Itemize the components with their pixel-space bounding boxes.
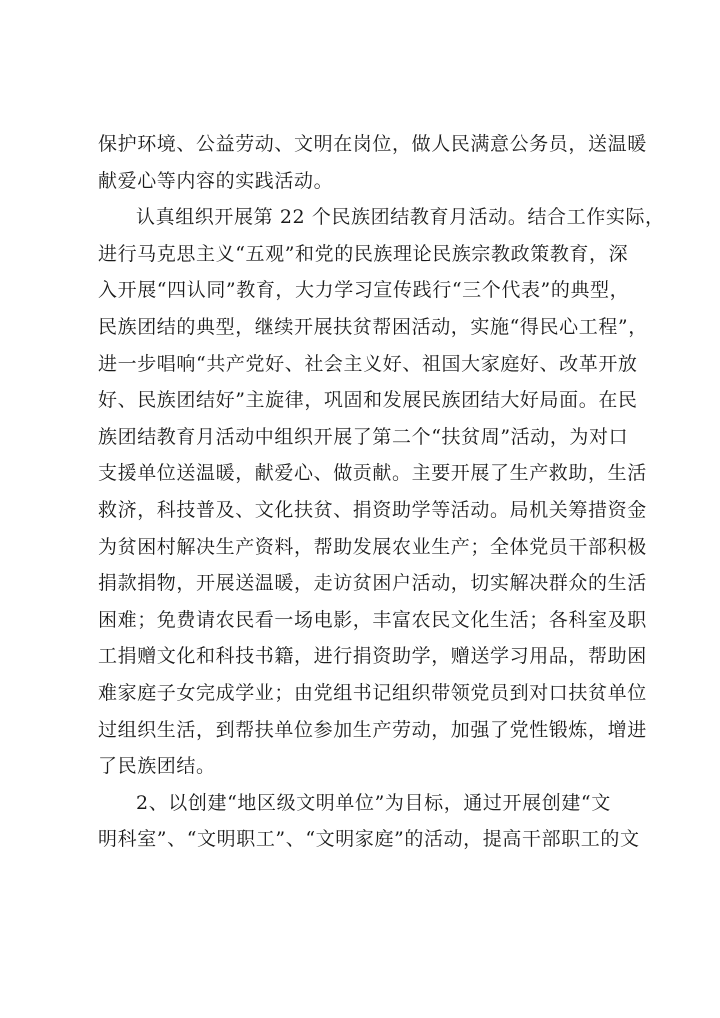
text-line: 明科室”、“文明职工”、“文明家庭”的活动，提高干部职工的文 [98,828,640,851]
text-line: 为贫困村解决生产资料，帮助发展农业生产；全体党员干部积极 [98,535,647,558]
text-line: 进一步唱响“共产党好、社会主义好、祖国大家庭好、改革开放 [98,352,638,375]
text-line: 族团结教育月活动中组织开展了第二个“扶贫周”活动，为对口 [98,425,629,448]
text-line: 保护环境、公益劳动、文明在岗位，做人民满意公务员，送温暖 [98,133,647,155]
text-line: 入开展“四认同”教育，大力学习宣传践行“三个代表”的典型， [98,279,630,302]
text-line: 工捐赠文化和科技书籍，进行捐资助学，赠送学习用品，帮助困 [98,645,647,668]
text-line: 支援单位送温暖，献爱心、做贡献。主要开展了生产救助，生活 [98,462,647,485]
text-line: 救济，科技普及、文化扶贫、捐资助学等活动。局机关筹措资金 [98,498,647,521]
paragraph-start-line: 认真组织开展第 22 个民族团结教育月活动。结合工作实际， [136,206,665,229]
text-line: 困难；免费请农民看一场电影，丰富农民文化生活；各科室及职 [98,608,647,631]
text-line: 难家庭子女完成学业；由党组书记组织带领党员到对口扶贫单位 [98,681,647,704]
paragraph-start-line: 2、以创建“地区级文明单位”为目标，通过开展创建“文 [136,791,611,814]
text-line: 了民族团结。 [98,755,216,778]
text-line: 过组织生活，到帮扶单位参加生产劳动，加强了党性锻炼，增进 [98,718,647,741]
text-line: 民族团结的典型，继续开展扶贫帮困活动，实施“得民心工程”， [98,315,648,338]
text-line: 好、民族团结好”主旋律，巩固和发展民族团结大好局面。在民 [98,389,638,412]
text-line: 进行马克思主义“五观”和党的民族理论民族宗教政策教育，深 [98,242,629,265]
body-text [98,126,665,858]
text-line: 献爱心等内容的实践活动。 [98,169,334,192]
text-line: 捐款捐物，开展送温暖，走访贫困户活动，切实解决群众的生活 [98,572,647,595]
